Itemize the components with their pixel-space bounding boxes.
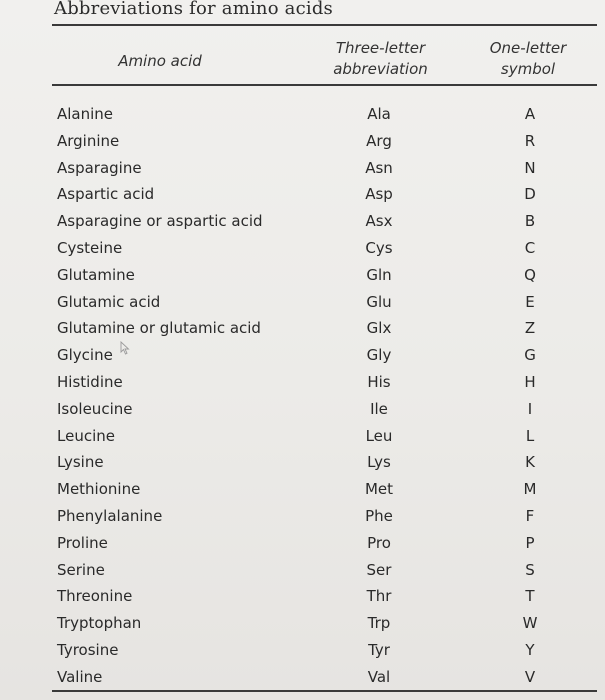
table-row (0, 155, 605, 181)
three-letter-abbreviation: Pro (367, 533, 391, 552)
table-row (0, 396, 605, 422)
amino-acid-name: Cysteine (57, 239, 123, 257)
one-letter-symbol: Y (525, 641, 535, 659)
amino-acid-name: Arginine (57, 131, 120, 150)
table-title: Abbreviations for amino acids (54, 0, 333, 19)
one-letter-symbol: K (525, 453, 535, 472)
three-letter-abbreviation: Asx (365, 212, 393, 231)
table-row (0, 637, 605, 663)
one-letter-symbol: I (527, 399, 533, 418)
amino-acid-name: Glutamic acid (57, 292, 161, 311)
table-row (0, 610, 605, 636)
one-letter-symbol: F (525, 507, 535, 525)
header-amino-acid-label: Amino acid (118, 52, 202, 70)
table-row (0, 289, 605, 315)
one-letter-symbol: T (525, 587, 535, 606)
one-letter-symbol: Z (524, 319, 536, 338)
amino-acid-name: Valine (57, 667, 103, 686)
three-letter-abbreviation: Asn (365, 158, 393, 177)
amino-acid-name: Phenylalanine (57, 507, 163, 525)
one-letter-symbol: P (525, 533, 535, 552)
three-letter-abbreviation: Arg (366, 131, 392, 150)
amino-acid-name: Leucine (57, 426, 115, 445)
header-rule (52, 84, 597, 86)
table-row (0, 583, 605, 609)
amino-acid-name: Methionine (57, 480, 141, 499)
one-letter-symbol: N (524, 158, 536, 177)
three-letter-abbreviation: Ser (366, 560, 392, 579)
amino-acid-name: Glutamine (57, 265, 135, 284)
amino-acid-name: Asparagine (57, 158, 142, 177)
three-letter-abbreviation: Asp (365, 185, 393, 204)
table-row (0, 369, 605, 395)
three-letter-abbreviation: Cys (365, 239, 393, 257)
amino-acid-name: Threonine (57, 587, 133, 606)
table-row (0, 449, 605, 475)
one-letter-symbol: R (524, 131, 536, 150)
three-letter-abbreviation: Ala (367, 105, 391, 123)
three-letter-abbreviation: Thr (366, 587, 392, 606)
one-letter-symbol: A (524, 105, 536, 123)
amino-acid-name: Alanine (57, 105, 114, 123)
table-row (0, 101, 605, 127)
top-rule (52, 24, 597, 26)
amino-acid-name: Aspartic acid (57, 185, 155, 204)
table-row (0, 423, 605, 449)
three-letter-abbreviation: Val (367, 667, 391, 686)
one-letter-symbol: C (524, 239, 536, 257)
three-letter-abbreviation: His (367, 373, 391, 391)
table-row (0, 315, 605, 341)
one-letter-symbol: L (525, 426, 535, 445)
three-letter-abbreviation: Glu (366, 292, 392, 311)
three-letter-abbreviation: Ile (370, 399, 388, 418)
table-row (0, 503, 605, 529)
amino-acid-name: Serine (57, 560, 105, 579)
table-row (0, 664, 605, 690)
one-letter-symbol: W (522, 614, 538, 633)
amino-acid-name: Glycine (57, 346, 113, 365)
amino-acid-name: Lysine (57, 453, 104, 472)
table-row (0, 530, 605, 556)
three-letter-abbreviation: Lys (367, 453, 391, 472)
table-row (0, 181, 605, 207)
header-one-letter (478, 38, 578, 80)
bottom-rule (52, 690, 597, 692)
one-letter-symbol: D (524, 185, 536, 204)
one-letter-symbol: Q (524, 265, 536, 284)
one-letter-symbol: V (524, 667, 536, 686)
header-one-letter-line2: symbol (500, 60, 556, 78)
mouse-cursor-icon (120, 341, 132, 355)
amino-acid-name: Histidine (57, 373, 123, 391)
table-row (0, 235, 605, 261)
one-letter-symbol: E (525, 292, 535, 311)
three-letter-abbreviation: Gln (366, 265, 392, 284)
table-row (0, 476, 605, 502)
one-letter-symbol: H (524, 373, 536, 391)
header-three-letter-line1: Three-letter (335, 39, 426, 57)
amino-acid-name: Glutamine or glutamic acid (57, 319, 261, 338)
amino-acid-name: Proline (57, 533, 108, 552)
table-row (0, 342, 605, 368)
table-row (0, 208, 605, 234)
three-letter-abbreviation: Met (364, 480, 394, 499)
table-row (0, 557, 605, 583)
amino-acid-name: Tryptophan (57, 614, 142, 633)
one-letter-symbol: M (523, 480, 537, 499)
one-letter-symbol: B (524, 212, 536, 231)
header-amino-acid (90, 51, 230, 72)
three-letter-abbreviation: Leu (365, 426, 393, 445)
three-letter-abbreviation: Glx (366, 319, 392, 338)
header-three-letter-line2: abbreviation (333, 60, 428, 78)
one-letter-symbol: S (525, 560, 535, 579)
table-row (0, 128, 605, 154)
three-letter-abbreviation: Gly (366, 346, 392, 365)
amino-acid-name: Isoleucine (57, 399, 133, 418)
table-row (0, 262, 605, 288)
header-one-letter-line1: One-letter (489, 39, 567, 57)
one-letter-symbol: G (524, 346, 536, 365)
amino-acid-name: Tyrosine (57, 641, 119, 659)
three-letter-abbreviation: Phe (365, 507, 393, 525)
header-three-letter (318, 38, 443, 80)
three-letter-abbreviation: Trp (367, 614, 391, 633)
amino-acid-name: Asparagine or aspartic acid (57, 212, 263, 231)
three-letter-abbreviation: Tyr (368, 641, 390, 659)
